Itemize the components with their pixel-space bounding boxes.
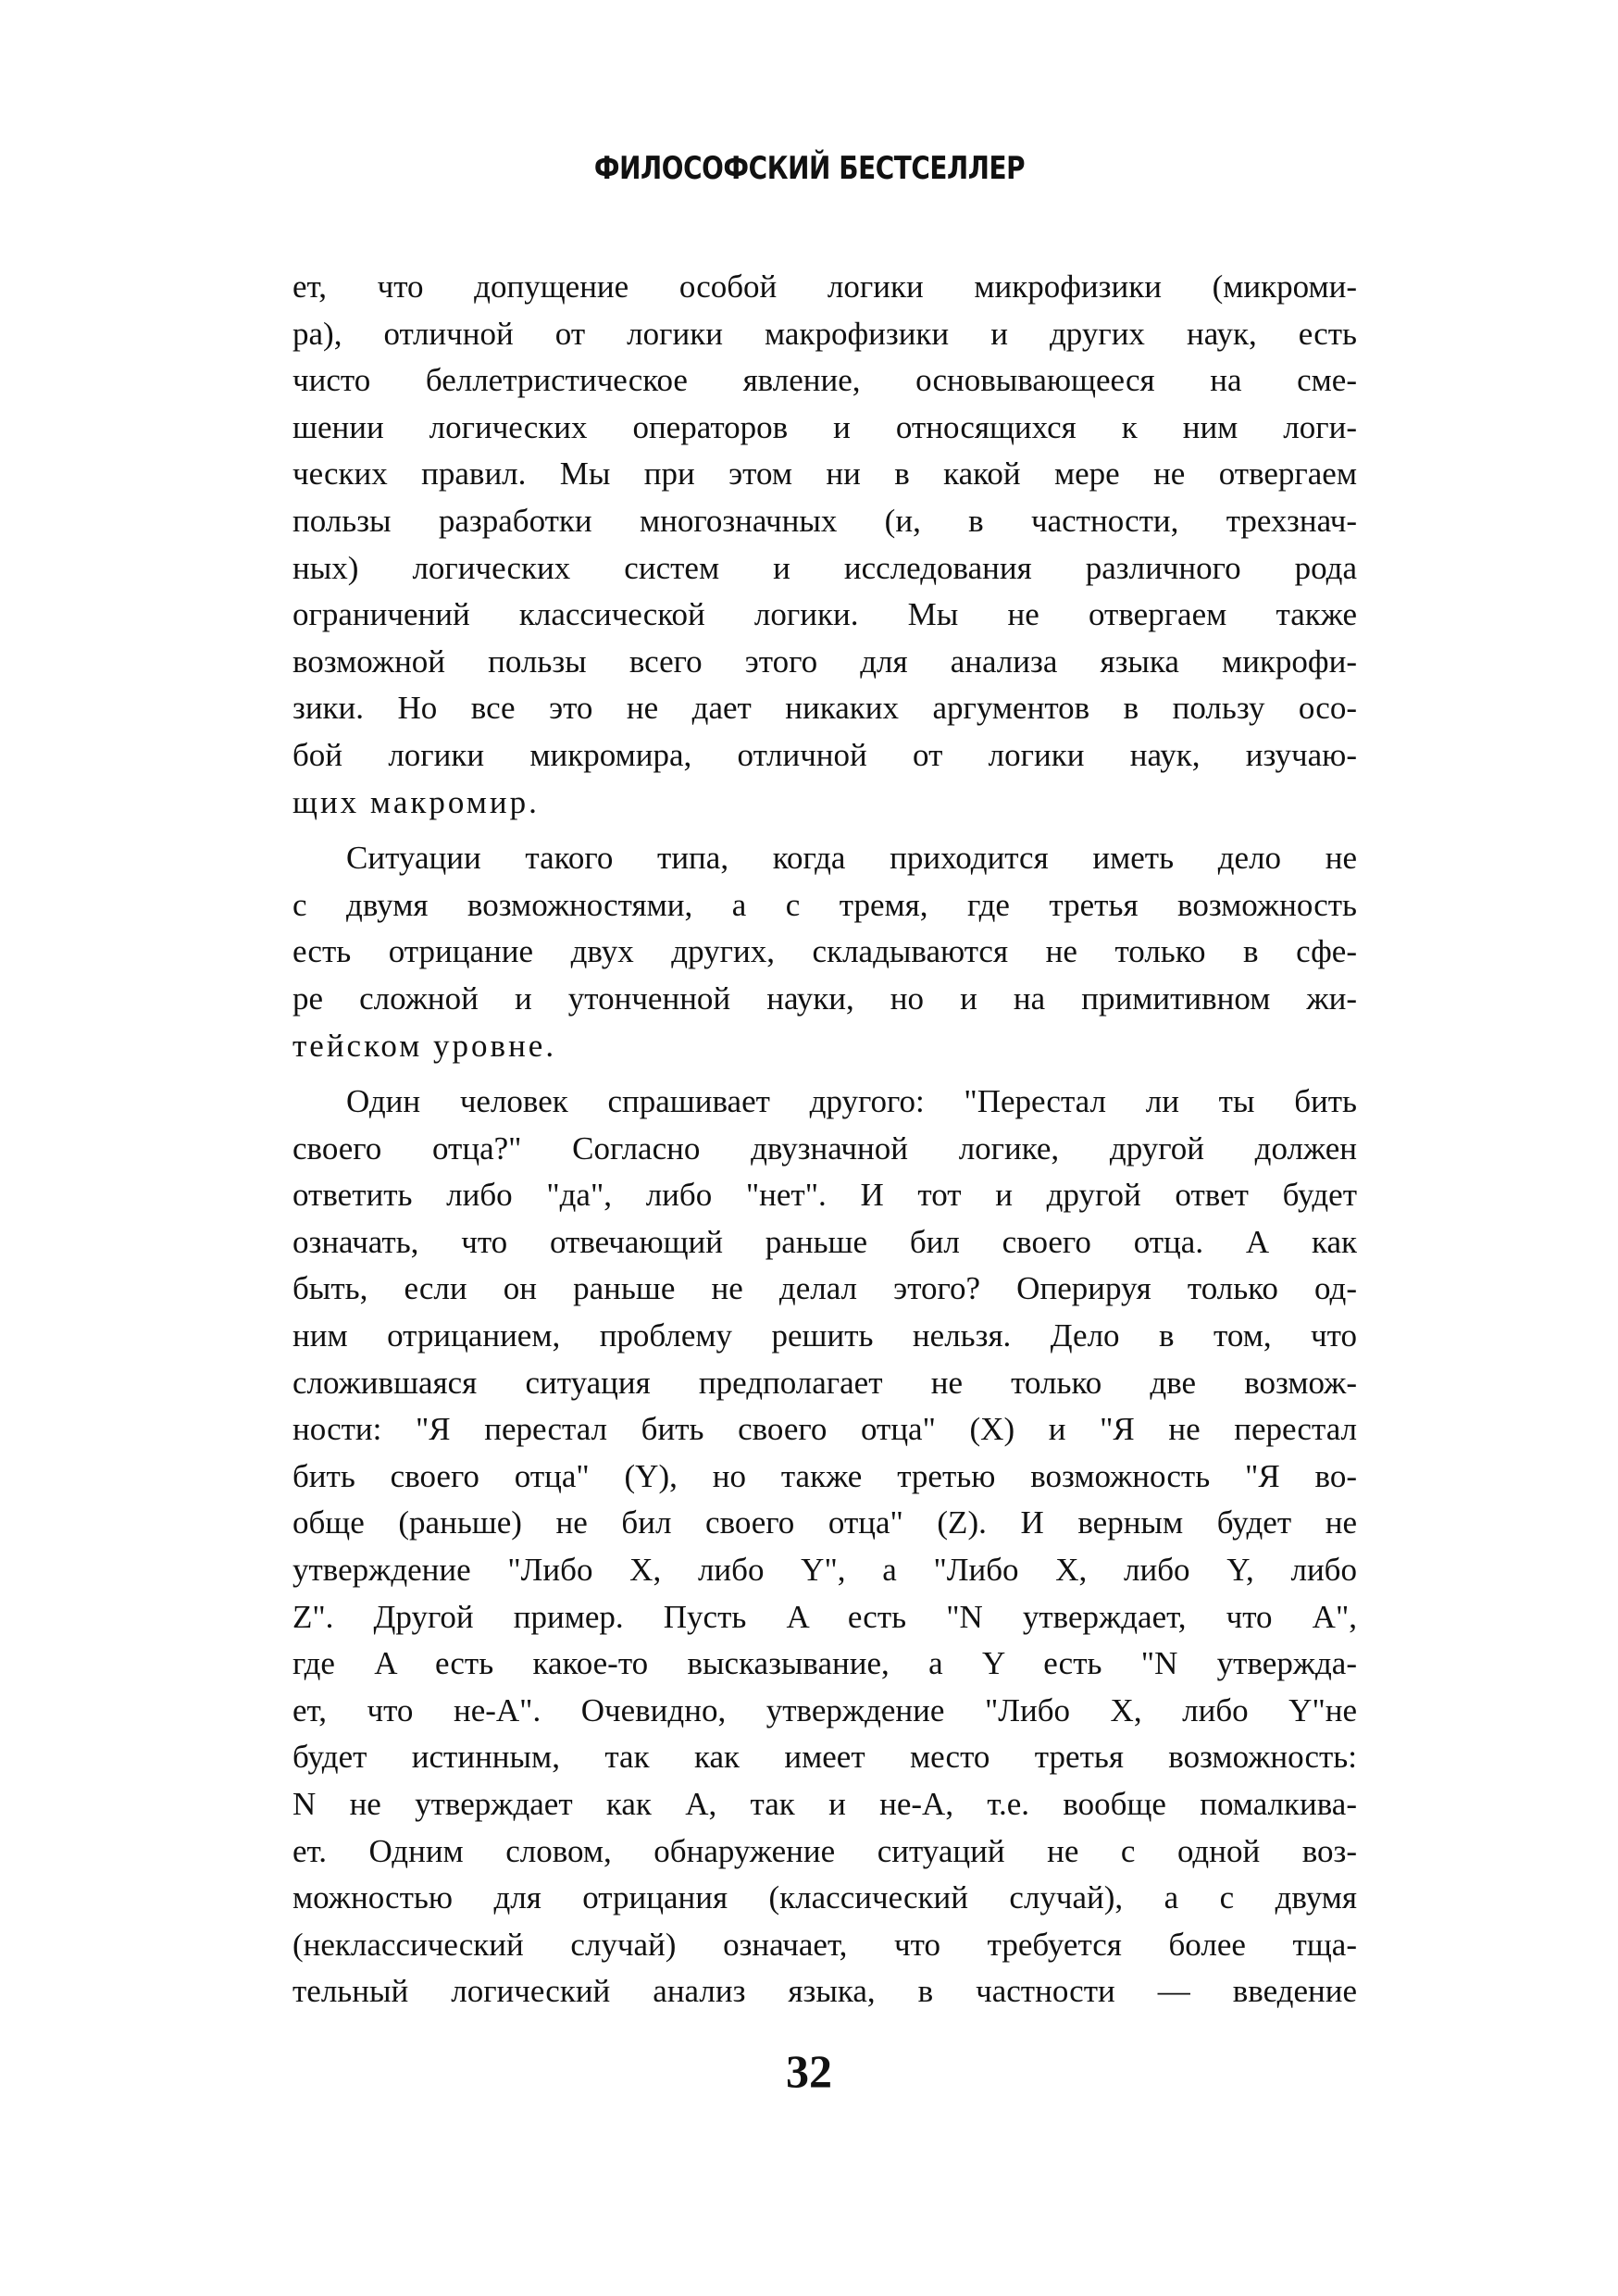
text-line: ет, что допущение особой логики микрофизики (микроми- xyxy=(292,268,1357,305)
text-line: тейском уровне. xyxy=(292,1027,557,1064)
text-line: тельный логический анализ языка, в частности — введение xyxy=(292,1973,1357,2010)
text-line: ним отрицанием, проблему решить нельзя. Дело в том, что xyxy=(292,1317,1357,1354)
paragraph xyxy=(292,835,1357,1069)
text-line: N не утверждает как A, так и не-A, т.е. вообще помалкива- xyxy=(292,1786,1357,1822)
text-line: ограничений классической логики. Мы не отвергаем также xyxy=(292,596,1357,633)
text-line: Ситуации такого типа, когда приходится иметь дело не xyxy=(346,840,1357,877)
text-line: (неклассический случай) означает, что требуется более тща- xyxy=(292,1926,1357,1963)
text-line: можностью для отрицания (классический случай), а с двумя xyxy=(292,1879,1357,1916)
paragraph xyxy=(292,1079,1357,2015)
text-line: бить своего отца" (Y), но также третью возможность "Я во- xyxy=(292,1457,1357,1494)
page-number: 32 xyxy=(786,2045,832,2097)
text-line: ре сложной и утонченной науки, но и на примитивном жи- xyxy=(292,980,1357,1017)
text-line: ет, что не-A". Очевидно, утверждение "Либо X, либо Y"не xyxy=(292,1691,1357,1728)
text-line: ных) логических систем и исследования различного рода xyxy=(292,549,1357,586)
text-line: щих макромир. xyxy=(292,783,540,820)
text-line: Один человек спрашивает другого: "Перестал ли ты бить xyxy=(346,1083,1357,1120)
text-line: ра), отличной от логики макрофизики и других наук, есть xyxy=(292,315,1357,352)
text-line: чисто беллетристическое явление, основывающееся на сме- xyxy=(292,362,1357,399)
text-line: пользы разработки многозначных (и, в частности, трехзнач- xyxy=(292,502,1357,539)
body-text xyxy=(292,264,1357,2015)
text-line: быть, если он раньше не делал этого? Оперируя только од- xyxy=(292,1270,1357,1307)
text-line: возможной пользы всего этого для анализа языка микрофи- xyxy=(292,643,1357,680)
text-line: сложившаяся ситуация предполагает не только две возмож- xyxy=(292,1364,1357,1401)
text-line: обще (раньше) не бил своего отца" (Z). И верным будет не xyxy=(292,1504,1357,1541)
text-line: ответить либо "да", либо "нет". И тот и другой ответ будет xyxy=(292,1177,1357,1214)
text-line: означать, что отвечающий раньше бил своего отца. А как xyxy=(292,1223,1357,1260)
running-header: ФИЛОСОФСКИЙ БЕСТСЕЛЛЕР xyxy=(593,150,1026,187)
text-line: где A есть какое-то высказывание, а Y есть "N утвержда- xyxy=(292,1645,1357,1682)
text-line: Z". Другой пример. Пусть A есть "N утверждает, что A", xyxy=(292,1598,1357,1635)
text-line: бой логики микромира, отличной от логики наук, изучаю- xyxy=(292,736,1357,773)
text-line: ет. Одним словом, обнаружение ситуаций не с одной воз- xyxy=(292,1832,1357,1869)
text-line: шении логических операторов и относящихся к ним логи- xyxy=(292,408,1357,445)
text-line: ности: "Я перестал бить своего отца" (X) и "Я не перестал xyxy=(292,1411,1357,1448)
text-line: ческих правил. Мы при этом ни в какой мере не отвергаем xyxy=(292,455,1357,493)
text-line: с двумя возможностями, а с тремя, где третья возможность xyxy=(292,886,1357,923)
paragraph xyxy=(292,264,1357,826)
text-line: есть отрицание двух других, складываются не только в сфе- xyxy=(292,933,1357,970)
text-line: своего отца?" Согласно двузначной логике, другой должен xyxy=(292,1129,1357,1167)
text-line: утверждение "Либо X, либо Y", а "Либо X, либо Y, либо xyxy=(292,1552,1357,1589)
text-line: зики. Но все это не дает никаких аргументов в пользу осо- xyxy=(292,690,1357,727)
text-line: будет истинным, так как имеет место третья возможность: xyxy=(292,1739,1357,1776)
